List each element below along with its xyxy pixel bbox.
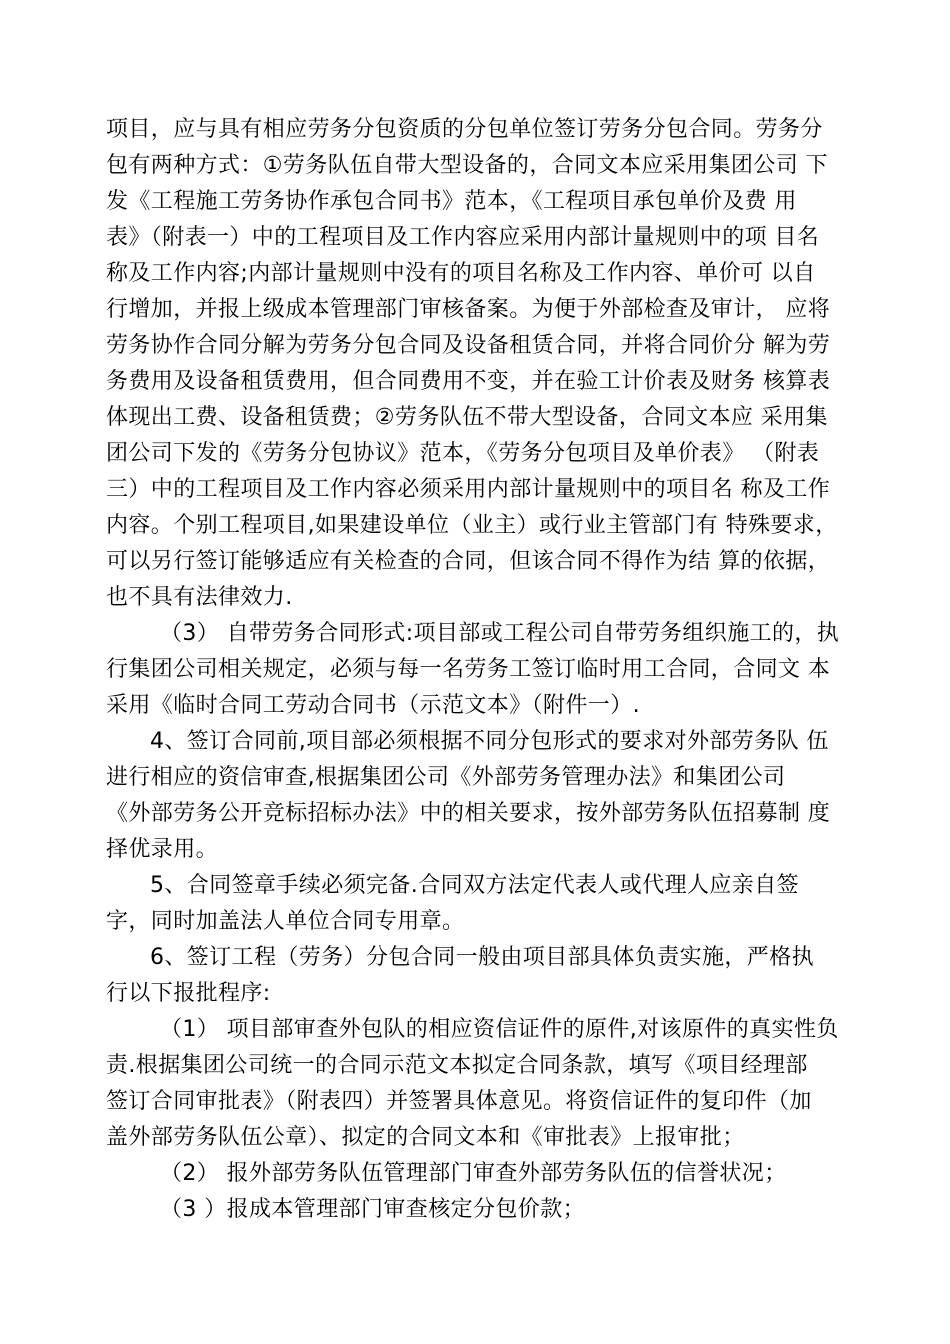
text-line: （2） 报外部劳务队伍管理部门审查外部劳务队伍的信誉状况； [160, 1161, 787, 1186]
text-line: 4、签订合同前,项目部必须根据不同分包形式的要求对外部劳务队 伍 [150, 729, 829, 754]
text-line: 项目，应与具有相应劳务分包资质的分包单位签订劳务分包合同。劳务分 [106, 117, 823, 142]
text-line: 6、签订工程（劳务）分包合同一般由项目部具体负责实施，严格执 [150, 945, 814, 970]
text-line: 称及工作内容;内部计量规则中没有的项目名称及工作内容、单价可 以自 [106, 261, 816, 286]
text-line: 5、合同签章手续必须完备.合同双方法定代表人或代理人应亲自签 [150, 873, 799, 898]
text-line: 采用《临时合同工劳动合同书（示范文本》（附件一）. [106, 693, 640, 718]
text-line: 也不具有法律效力. [106, 585, 293, 610]
text-line: 盖外部劳务队伍公章）、拟定的合同文本和《审批表》上报审批； [106, 1125, 745, 1150]
text-line: 表》（附表一）中的工程项目及工作内容应采用内部计量规则中的项 目名 [106, 225, 820, 250]
text-line: 可以另行签订能够适应有关检查的合同，但该合同不得作为结 算的依据， [106, 549, 831, 574]
text-line: 行集团公司相关规定，必须与每一名劳务工签订临时用工合同，合同文 本 [106, 657, 831, 682]
text-line: 进行相应的资信审查,根据集团公司《外部劳务管理办法》和集团公司 [106, 765, 786, 790]
text-line: 团公司下发的《劳务分包协议》范本，《劳务分包项目及单价表》 （附表 [106, 441, 820, 466]
text-line: 行增加，并报上级成本管理部门审核备案。为便于外部检查及审计， 应将 [106, 297, 831, 322]
text-line: 体现出工费、设备租赁费；②劳务队伍不带大型设备，合同文本应 采用集 [106, 405, 828, 430]
text-line: 劳务协作合同分解为劳务分包合同及设备租赁合同，并将合同价分 解为劳 [106, 333, 831, 358]
text-line: 《外部劳务公开竞标招标办法》中的相关要求，按外部劳务队伍招募制 度 [106, 801, 831, 826]
text-line: 字，同时加盖法人单位合同专用章。 [106, 909, 465, 934]
text-line: 发《工程施工劳务协作承包合同书》范本，《工程项目承包单价及费 用 [106, 189, 797, 214]
text-line: 包有两种方式：①劳务队伍自带大型设备的，合同文本应采用集团公司 下 [106, 153, 828, 178]
text-line: （1） 项目部审查外包队的相应资信证件的原件,对该原件的真实性负 [160, 1017, 839, 1042]
text-line: 务费用及设备租赁费用，但合同费用不变，并在验工计价表及财务 核算表 [106, 369, 831, 394]
text-line: （3 ）报成本管理部门审查核定分包价款； [160, 1197, 585, 1222]
text-line: 行以下报批程序: [106, 981, 271, 1006]
text-line: 三）中的工程项目及工作内容必须采用内部计量规则中的项目名 称及工作 [106, 477, 831, 502]
text-line: 内容。个别工程项目,如果建设单位（业主）或行业主管部门有 特殊要求， [106, 513, 838, 538]
text-line: 择优录用。 [106, 837, 219, 862]
text-line: （3） 自带劳务合同形式:项目部或工程公司自带劳务组织施工的，执 [160, 621, 840, 646]
text-line: 责.根据集团公司统一的合同示范文本拟定合同条款，填写《项目经理部 [106, 1053, 808, 1078]
text-line: 签订合同审批表》（附表四）并签署具体意见。将资信证件的复印件（加 [106, 1089, 812, 1114]
